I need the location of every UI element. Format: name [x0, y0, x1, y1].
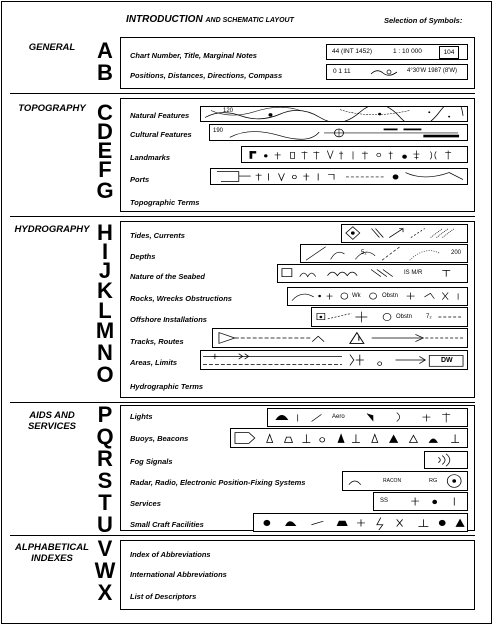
row-label-b: Positions, Distances, Directions, Compass: [130, 71, 283, 80]
strip-small-craft: [253, 513, 468, 532]
strip-ports: [210, 168, 468, 185]
tracks-routes-icon: [213, 329, 467, 347]
rocks-wrecks-icon: [288, 288, 467, 305]
row-label-p: Lights: [130, 412, 153, 421]
section-title-hydrography: HYDROGRAPHY: [14, 224, 90, 235]
row-label-r: Fog Signals: [130, 457, 173, 466]
cultural-features-icon: [210, 125, 467, 140]
tides-icon: [342, 225, 467, 242]
strip-landmarks: [241, 146, 468, 163]
section-title-alphabetical-indexes: ALPHABETICAL INDEXES: [15, 542, 89, 564]
letter-t: T: [98, 490, 112, 515]
strip-services: [373, 492, 468, 511]
letter-p: P: [97, 402, 113, 427]
letter-g: G: [96, 178, 114, 203]
selection-heading: Selection of Symbols:: [384, 16, 463, 25]
section-divider: [10, 535, 475, 536]
section-title-topography: TOPOGRAPHY: [18, 103, 86, 114]
offshore-icon: [312, 308, 467, 326]
row-label-m: Tracks, Routes: [130, 337, 184, 346]
strip-seabed: [277, 264, 468, 283]
letter-a: A: [97, 38, 113, 63]
section-divider: [10, 93, 475, 94]
position-text: 0 1 11: [333, 68, 351, 75]
row-label-a: Chart Number, Title, Marginal Notes: [130, 51, 257, 60]
row-label-x: List of Descriptors: [130, 592, 197, 601]
letter-q: Q: [96, 424, 114, 449]
letter-m: M: [95, 318, 115, 343]
row-label-u: Small Craft Facilities: [130, 520, 204, 529]
variation-text: 4°30'W 1987 (8'W): [407, 68, 458, 74]
letter-w: W: [94, 558, 116, 583]
row-label-l: Offshore Installations: [130, 315, 207, 324]
rock-wreck-label: Wk: [352, 293, 361, 299]
fog-signal-icon: [425, 452, 467, 468]
depths-icon: [301, 245, 467, 262]
letter-h: H: [97, 220, 113, 245]
strip-radar-radio: [342, 471, 468, 491]
strip-rocks-wrecks: [287, 287, 468, 306]
areas-limits-icon: [201, 351, 467, 369]
row-label-w: International Abbreviations: [130, 570, 227, 579]
ports-icon: [211, 169, 467, 184]
racon-label: RACON: [383, 478, 402, 484]
chapter-letters: [93, 0, 117, 627]
row-label-k: Rocks, Wrecks Obstructions: [130, 294, 232, 303]
letter-k: K: [97, 278, 113, 303]
row-label-c: Natural Features: [130, 111, 190, 120]
letter-u: U: [97, 512, 113, 537]
letter-i: I: [101, 239, 109, 264]
chart-scale-text: 1 : 10 000: [393, 48, 422, 55]
strip-offshore: [311, 307, 468, 327]
row-label-d: Cultural Features: [130, 130, 192, 139]
row-label-j: Nature of the Seabed: [130, 272, 206, 281]
deep-water-label: DW: [441, 357, 453, 364]
offshore-obstruction-label: Obstn: [396, 314, 413, 320]
letter-f: F: [98, 157, 112, 182]
seabed-abbreviation: IS M/R: [404, 270, 423, 276]
row-label-h: Tides, Currents: [130, 231, 185, 240]
strip-depths: [300, 244, 468, 263]
row-label-g: Topographic Terms: [130, 198, 200, 207]
rock-obstruction-label: Obstn: [382, 293, 399, 299]
landmarks-icon: [242, 147, 467, 162]
natural-height-label: 120: [223, 108, 234, 114]
strip-areas-limits: [200, 350, 468, 370]
row-label-f: Ports: [130, 175, 150, 184]
strip-tides: [341, 224, 468, 243]
compass-rose-icon: [369, 66, 399, 79]
signal-station-label: SS: [380, 498, 389, 504]
aero-light-label: Aero: [332, 414, 345, 420]
strip-natural-features: [200, 106, 468, 122]
row-label-t: Services: [130, 499, 161, 508]
natural-features-icon: [201, 107, 467, 121]
letter-o: O: [96, 362, 114, 387]
letter-x: X: [97, 580, 113, 605]
row-label-q: Buoys, Beacons: [130, 434, 189, 443]
letter-e: E: [97, 138, 113, 163]
section-divider: [10, 216, 475, 217]
letter-r: R: [97, 446, 113, 471]
radar-radio-icon: [343, 472, 467, 490]
row-label-o: Hydrographic Terms: [130, 382, 204, 391]
depth-label-a: 5₂: [361, 250, 367, 256]
page-title: INTRODUCTION AND SCHEMATIC LAYOUT: [126, 14, 294, 25]
letter-l: L: [98, 298, 112, 323]
strip-fog-signals: [424, 451, 468, 469]
row-label-v: Index of Abbreviations: [130, 550, 211, 559]
seabed-icon: [278, 265, 467, 282]
strip-buoys-beacons: [230, 428, 468, 448]
letter-c: C: [97, 100, 113, 125]
strip-positions: [326, 64, 468, 80]
strip-tracks-routes: [212, 328, 468, 348]
strip-chart-number: [326, 44, 468, 60]
depth-label-b: 200: [450, 250, 461, 256]
chart-number-text: 44 (INT 1452): [332, 48, 372, 55]
chart-sheet-number: 104: [439, 46, 459, 59]
row-label-s: Radar, Radio, Electronic Position-Fixing Systems: [130, 478, 306, 487]
buoys-beacons-icon: [231, 429, 467, 447]
small-craft-icon: [254, 514, 467, 531]
lights-icon: [268, 409, 467, 426]
cultural-height-label: 190: [213, 128, 224, 134]
offshore-depth-label: 7₂: [426, 314, 432, 320]
section-title-general: GENERAL: [28, 42, 76, 53]
letter-d: D: [97, 119, 113, 144]
letter-n: N: [97, 340, 113, 365]
letter-v: V: [97, 536, 113, 561]
letter-b: B: [97, 60, 113, 85]
row-label-e: Landmarks: [130, 153, 171, 162]
radio-rg-label: RG: [429, 478, 438, 484]
strip-cultural-features: [209, 124, 468, 141]
letter-j: J: [98, 258, 112, 283]
row-label-i: Depths: [130, 252, 156, 261]
section-divider: [10, 402, 475, 403]
row-label-n: Areas, Limits: [130, 358, 178, 367]
section-title-aids-services: AIDS AND SERVICES: [27, 410, 77, 432]
letter-s: S: [97, 468, 113, 493]
strip-lights: [267, 408, 468, 427]
